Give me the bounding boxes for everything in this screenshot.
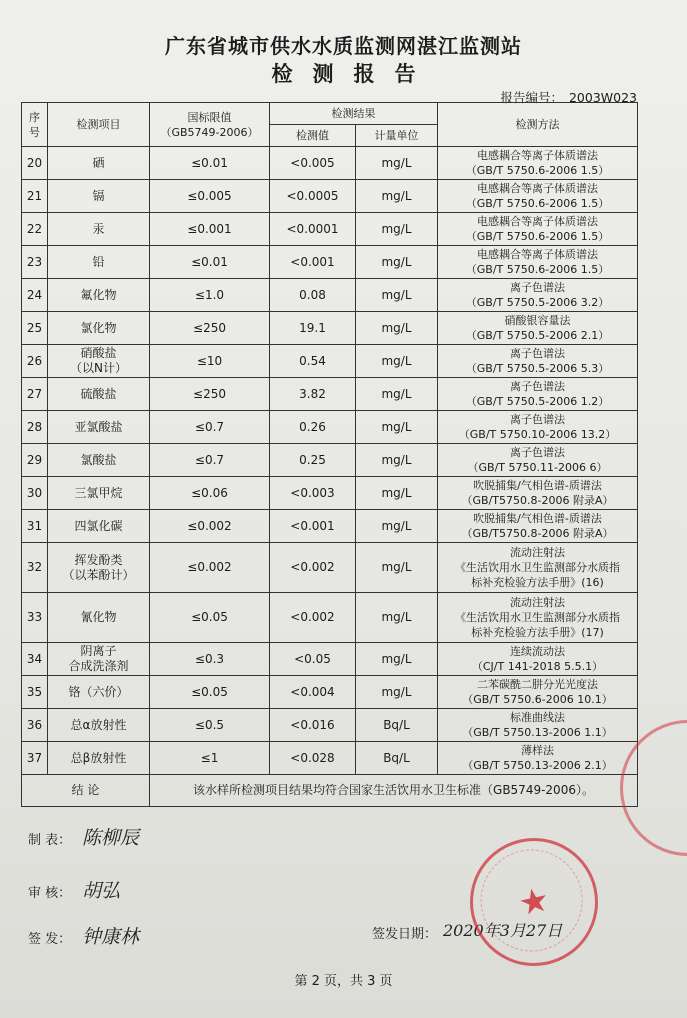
row-unit: mg/L	[356, 246, 438, 279]
row-method	[438, 676, 638, 709]
row-item-note: 合成洗涤剂	[68, 659, 129, 673]
row-item-name: 硫酸盐	[80, 386, 117, 401]
row-method-line1: 电感耦合等离子体质谱法	[477, 215, 598, 228]
official-seal	[458, 826, 610, 978]
row-item	[48, 510, 150, 543]
row-method-line2: （CJ/T 141-2018 5.5.1）	[471, 660, 604, 673]
row-method	[438, 643, 638, 676]
row-limit: ≤0.05	[150, 593, 270, 643]
row-method-line1: 流动注射法	[510, 596, 565, 609]
table-row	[22, 543, 638, 593]
row-limit: ≤250	[150, 378, 270, 411]
row-method-line2: （GB/T 5750.13-2006 2.1）	[462, 759, 613, 772]
row-item-name: 硝酸盐	[80, 346, 117, 360]
row-seq: 33	[22, 593, 48, 643]
row-method-line2: 《生活饮用水卫生监测部分水质指	[455, 611, 620, 624]
row-method-line1: 二苯碳酰二肼分光光度法	[477, 678, 598, 691]
row-unit: mg/L	[356, 312, 438, 345]
row-value: 0.25	[270, 444, 356, 477]
row-unit: mg/L	[356, 593, 438, 643]
row-value: <0.003	[270, 477, 356, 510]
table-row	[22, 676, 638, 709]
row-limit: ≤0.002	[150, 510, 270, 543]
row-limit: ≤0.3	[150, 643, 270, 676]
row-unit: mg/L	[356, 147, 438, 180]
row-method-line3: 标补充检验方法手册》(16)	[471, 576, 604, 589]
row-method-line2: （GB/T 5750.6-2006 1.5）	[465, 164, 610, 177]
table-row	[22, 312, 638, 345]
table-row	[22, 345, 638, 378]
row-method-line2: （GB/T 5750.13-2006 1.1）	[462, 726, 613, 739]
row-value: 0.54	[270, 345, 356, 378]
row-method-line1: 硝酸银容量法	[504, 314, 571, 327]
row-method	[438, 312, 638, 345]
header-limit-line2: （GB5749-2006）	[160, 125, 259, 139]
row-limit: ≤0.001	[150, 213, 270, 246]
row-method-line1: 连续流动法	[510, 645, 565, 658]
row-limit: ≤0.5	[150, 709, 270, 742]
row-method-line1: 电感耦合等离子体质谱法	[477, 182, 598, 195]
prepared-label: 制 表：	[28, 833, 72, 848]
row-value: <0.05	[270, 643, 356, 676]
row-method	[438, 477, 638, 510]
row-limit: ≤0.05	[150, 676, 270, 709]
issue-date: 2020年3月27日	[443, 921, 563, 940]
table-row	[22, 643, 638, 676]
row-method-line2: （GB/T 5750.5-2006 3.2）	[465, 296, 610, 309]
results-table	[21, 102, 638, 807]
row-limit: ≤0.06	[150, 477, 270, 510]
row-seq: 35	[22, 676, 48, 709]
reviewed-signature: 胡弘	[82, 880, 121, 902]
header-item: 检测项目	[48, 103, 150, 147]
row-method-line2: （GB/T 5750.6-2006 1.5）	[465, 197, 610, 210]
row-seq: 23	[22, 246, 48, 279]
row-method-line1: 电感耦合等离子体质谱法	[477, 149, 598, 162]
row-value: <0.002	[270, 543, 356, 593]
row-item	[48, 643, 150, 676]
row-seq: 26	[22, 345, 48, 378]
report-title: 检测报告	[271, 62, 436, 86]
row-method	[438, 345, 638, 378]
row-seq: 20	[22, 147, 48, 180]
table-row	[22, 213, 638, 246]
table-row	[22, 510, 638, 543]
row-item	[48, 676, 150, 709]
row-unit: mg/L	[356, 378, 438, 411]
row-method	[438, 411, 638, 444]
row-item-name: 硒	[92, 155, 105, 170]
table-row	[22, 279, 638, 312]
row-unit: Bq/L	[356, 709, 438, 742]
row-item	[48, 213, 150, 246]
row-method-line2: （GB/T 5750.6-2006 10.1）	[462, 693, 613, 706]
row-method-line2: 《生活饮用水卫生监测部分水质指	[455, 561, 620, 574]
row-limit: ≤0.002	[150, 543, 270, 593]
row-method-line1: 电感耦合等离子体质谱法	[477, 248, 598, 261]
row-method-line2: （GB/T 5750.10-2006 13.2）	[458, 428, 617, 441]
row-limit: ≤0.01	[150, 147, 270, 180]
row-method-line2: （GB/T 5750.5-2006 2.1）	[465, 329, 610, 342]
row-seq: 29	[22, 444, 48, 477]
header-method: 检测方法	[438, 103, 638, 147]
row-seq: 36	[22, 709, 48, 742]
row-method-line2: （GB/T 5750.6-2006 1.5）	[465, 263, 610, 276]
report-number-label: 报告编号：	[500, 90, 563, 105]
row-unit: mg/L	[356, 279, 438, 312]
row-method	[438, 593, 638, 643]
row-item	[48, 543, 150, 593]
row-method	[438, 543, 638, 593]
row-seq: 30	[22, 477, 48, 510]
row-seq: 24	[22, 279, 48, 312]
row-unit: mg/L	[356, 510, 438, 543]
header-value: 检测值	[270, 125, 356, 147]
row-method	[438, 709, 638, 742]
row-unit: mg/L	[356, 444, 438, 477]
row-method-line1: 吹脱捕集/气相色谱-质谱法	[473, 479, 602, 492]
row-item	[48, 742, 150, 775]
row-method	[438, 213, 638, 246]
row-seq: 21	[22, 180, 48, 213]
row-item-name: 氯化物	[80, 320, 117, 335]
row-method	[438, 510, 638, 543]
row-method-line2: （GB/T5750.8-2006 附录A）	[461, 527, 614, 540]
row-seq: 25	[22, 312, 48, 345]
row-item	[48, 411, 150, 444]
row-method-line2: （GB/T 5750.5-2006 5.3）	[465, 362, 610, 375]
row-item	[48, 477, 150, 510]
row-unit: mg/L	[356, 213, 438, 246]
table-row	[22, 147, 638, 180]
row-item	[48, 709, 150, 742]
row-item-name: 氰化物	[80, 610, 117, 624]
report-number-value: 2003W023	[568, 90, 637, 105]
row-item-name: 亚氯酸盐	[74, 419, 123, 434]
row-method-line3: 标补充检验方法手册》(17)	[471, 626, 604, 639]
reviewed-label: 审 核：	[28, 886, 72, 901]
row-seq: 34	[22, 643, 48, 676]
row-unit: mg/L	[356, 543, 438, 593]
row-method-line1: 离子色谱法	[510, 347, 565, 360]
row-method-line1: 标准曲线法	[510, 711, 565, 724]
row-value: <0.004	[270, 676, 356, 709]
row-method-line2: （GB/T5750.8-2006 附录A）	[461, 494, 614, 507]
row-item	[48, 312, 150, 345]
row-method-line2: （GB/T 5750.6-2006 1.5）	[465, 230, 610, 243]
row-unit: mg/L	[356, 411, 438, 444]
issue-date-label: 签发日期：	[372, 927, 438, 942]
issued-signature: 钟康林	[82, 926, 140, 948]
row-method	[438, 444, 638, 477]
row-value: <0.001	[270, 510, 356, 543]
row-unit: mg/L	[356, 643, 438, 676]
issued-label: 签 发：	[28, 932, 72, 947]
row-limit: ≤0.005	[150, 180, 270, 213]
row-method-line1: 流动注射法	[510, 546, 565, 559]
row-item	[48, 593, 150, 643]
header-unit: 计量单位	[356, 125, 438, 147]
table-row	[22, 411, 638, 444]
row-method-line2: （GB/T 5750.11-2006 6）	[467, 461, 608, 474]
row-item	[48, 246, 150, 279]
row-unit: mg/L	[356, 180, 438, 213]
header-seq: 序号	[22, 103, 48, 147]
row-method-line1: 离子色谱法	[510, 413, 565, 426]
row-item-name: 总α放射性	[70, 717, 127, 732]
conclusion-label: 结 论	[22, 775, 150, 807]
row-value: 19.1	[270, 312, 356, 345]
row-unit: mg/L	[356, 676, 438, 709]
header-limit-line1: 国标限值	[187, 110, 232, 124]
row-item-name: 铅	[92, 254, 105, 269]
row-limit: ≤0.7	[150, 444, 270, 477]
row-value: 3.82	[270, 378, 356, 411]
row-item-name: 挥发酚类	[74, 552, 123, 567]
seal-ring	[471, 840, 592, 961]
row-value: <0.001	[270, 246, 356, 279]
row-seq: 37	[22, 742, 48, 775]
row-value: <0.016	[270, 709, 356, 742]
row-method-line1: 离子色谱法	[510, 380, 565, 393]
table-row	[22, 477, 638, 510]
conclusion-row	[22, 775, 638, 807]
row-seq: 27	[22, 378, 48, 411]
row-item	[48, 444, 150, 477]
table-row	[22, 444, 638, 477]
row-item-name: 阴离子	[80, 644, 117, 658]
row-item-name: 三氯甲烷	[74, 485, 123, 500]
conclusion-text: 该水样所检测项目结果均符合国家生活饮用水卫生标准（GB5749-2006）。	[150, 775, 638, 807]
row-limit: ≤1.0	[150, 279, 270, 312]
row-seq: 31	[22, 510, 48, 543]
row-value: 0.08	[270, 279, 356, 312]
row-method-line1: 离子色谱法	[510, 446, 565, 459]
row-limit: ≤1	[150, 742, 270, 775]
row-value: <0.005	[270, 147, 356, 180]
row-value: 0.26	[270, 411, 356, 444]
table-row	[22, 593, 638, 643]
row-item	[48, 147, 150, 180]
table-row	[22, 709, 638, 742]
row-limit: ≤10	[150, 345, 270, 378]
row-value: <0.002	[270, 593, 356, 643]
row-method	[438, 279, 638, 312]
table-row	[22, 180, 638, 213]
row-method	[438, 378, 638, 411]
row-limit: ≤0.01	[150, 246, 270, 279]
row-item-name: 铬（六价）	[68, 684, 129, 699]
row-item-name: 氟化物	[80, 287, 117, 302]
organization-name: 广东省城市供水水质监测网湛江监测站	[165, 34, 522, 58]
row-seq: 22	[22, 213, 48, 246]
page-number: 第 2 页，共 3 页	[294, 974, 393, 989]
row-item-name: 镉	[92, 188, 105, 203]
row-method	[438, 147, 638, 180]
row-item-name: 汞	[92, 221, 105, 236]
row-limit: ≤0.7	[150, 411, 270, 444]
row-unit: mg/L	[356, 477, 438, 510]
row-unit: Bq/L	[356, 742, 438, 775]
row-method-line2: （GB/T 5750.5-2006 1.2）	[465, 395, 610, 408]
header-result: 检测结果	[270, 103, 438, 125]
table-row	[22, 246, 638, 279]
seal-star-icon: ★	[514, 879, 554, 925]
row-item-name: 总β放射性	[70, 750, 127, 765]
prepared-signature: 陈柳辰	[82, 827, 140, 849]
row-method	[438, 742, 638, 775]
row-item-note: （以苯酚计）	[62, 567, 135, 582]
row-item	[48, 345, 150, 378]
row-item-name: 氯酸盐	[80, 452, 117, 467]
row-item-note: （以N计）	[70, 361, 127, 375]
row-method-line1: 离子色谱法	[510, 281, 565, 294]
row-method	[438, 180, 638, 213]
row-item-name: 四氯化碳	[74, 518, 123, 533]
row-value: <0.0005	[270, 180, 356, 213]
row-limit: ≤250	[150, 312, 270, 345]
row-value: <0.028	[270, 742, 356, 775]
row-method	[438, 246, 638, 279]
row-item	[48, 180, 150, 213]
row-seq: 32	[22, 543, 48, 593]
row-method-line1: 吹脱捕集/气相色谱-质谱法	[473, 512, 602, 525]
row-item	[48, 279, 150, 312]
row-method-line1: 薄样法	[521, 744, 554, 757]
table-row	[22, 378, 638, 411]
row-value: <0.0001	[270, 213, 356, 246]
header-limit	[150, 103, 270, 147]
row-unit: mg/L	[356, 345, 438, 378]
table-row	[22, 742, 638, 775]
row-item	[48, 378, 150, 411]
row-seq: 28	[22, 411, 48, 444]
